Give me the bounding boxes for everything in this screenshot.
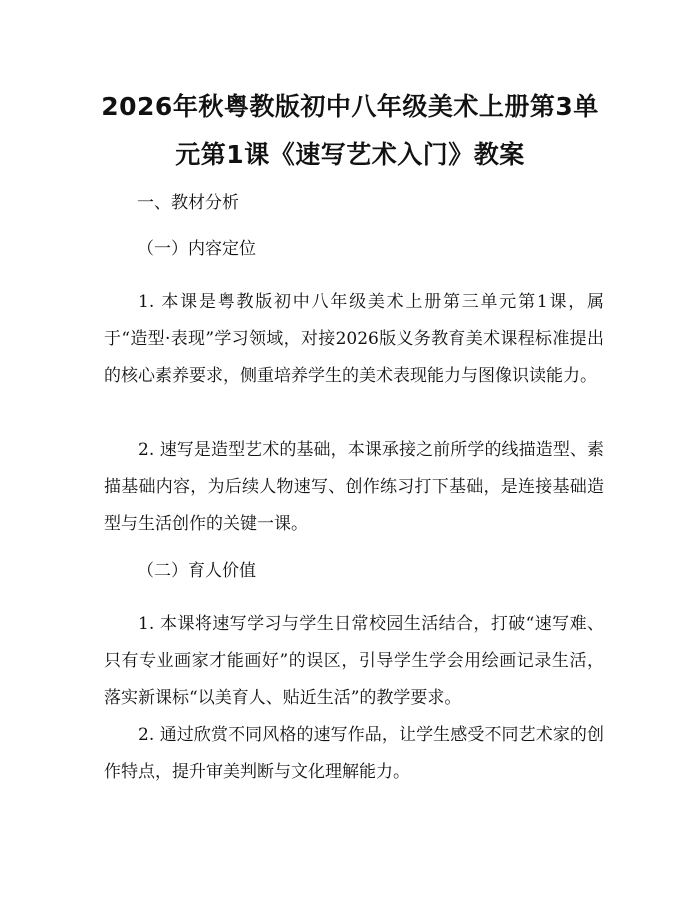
document-title-line-1: 2026年秋粤教版初中八年级美术上册第3单 — [101, 92, 599, 121]
section-heading-textbook-analysis: 一、教材分析 — [137, 193, 239, 213]
subsection-heading-educational-value: （二）育人价值 — [137, 561, 256, 581]
paragraph-educational-value-2: 2. 通过欣赏不同风格的速写作品，让学生感受不同艺术家的创作特点，提升审美判断与文化理解能力。 — [104, 725, 604, 782]
subsection-heading-content-positioning: （一）内容定位 — [137, 239, 256, 259]
paragraph-content-positioning-2: 2. 速写是造型艺术的基础，本课承接之前所学的线描造型、素描基础内容，为后续人物速写、创作练习打下基础，是连接基础造型与生活创作的关键一课。 — [104, 440, 604, 534]
document-title-line-2: 元第1课《速写艺术入门》教案 — [175, 140, 525, 169]
paragraph-content-positioning-1: 1. 本课是粤教版初中八年级美术上册第三单元第1课，属于“造型·表现”学习领域，对接2026版义务教育美术课程标准提出的核心素养要求，侧重培养学生的美术表现能力与图像识读能力。 — [104, 292, 604, 386]
paragraph-educational-value-1: 1. 本课将速写学习与学生日常校园生活结合，打破“速写难、只有专业画家才能画好”的误区，引导学生学会用绘画记录生活，落实新课标“以美育人、贴近生活”的教学要求。 — [104, 614, 604, 708]
